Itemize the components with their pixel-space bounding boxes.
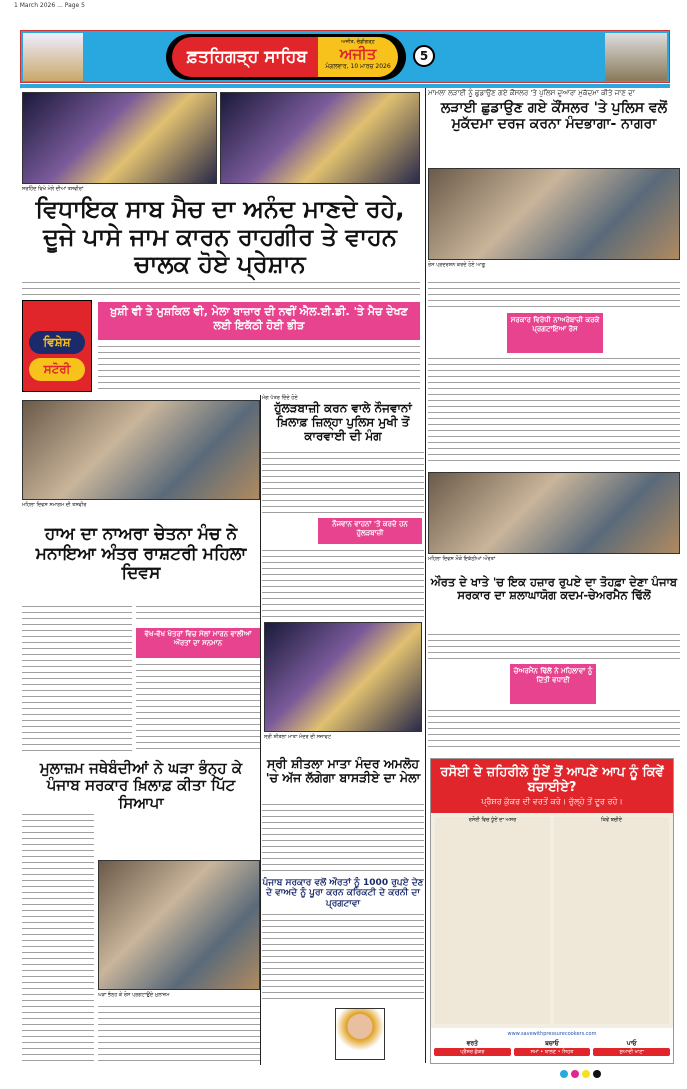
registration-color-dots	[560, 1070, 601, 1078]
ad-tag-save: ਬਚਾਓ ਸਮਾਂ • ਬਾਲਣ • ਸਿਹਤ	[514, 1040, 591, 1056]
article-body	[22, 812, 94, 1062]
women-day-headline: ਹਾਅ ਦਾ ਨਾਅਰਾ ਚੇਤਨਾ ਮੰਚ ਨੇ ਮਨਾਇਆ ਅੰਤਰ ਰਾਸ਼ਟਰੀ ਮਹਿਲਾ ਦਿਵਸ	[35, 524, 247, 584]
hooliganism-pink-box: ਨੌਜਵਾਨ ਵਾਹਨਾਂ 'ਤੇ ਕਰਦੇ ਹਨ ਹੁੱਲੜਬਾਜ਼ੀ	[318, 518, 422, 544]
column-rule	[260, 395, 261, 1065]
ad-column-1: ਰਸੋਈ ਵਿਚ ਧੂੰਏਂ ਦਾ ਅਸਰ	[435, 817, 550, 1024]
ad-tag-get: ਪਾਓ ਸੁਆਦੀ ਖਾਣਾ	[593, 1040, 670, 1056]
paper-logo-block	[318, 37, 398, 77]
section-title: ਫ਼ਤਹਿਗੜ੍ਹ ਸਾਹਿਬ	[172, 37, 322, 77]
page-number: 5	[413, 45, 435, 67]
lead-subhead: ਖ਼ੁਸ਼ੀ ਵੀ ਤੇ ਮੁਸ਼ਕਿਲ ਵੀ, ਮੇਲਾ ਬਾਜ਼ਾਰ ਦੀ ਨਵੀਂ ਐਲ.ਈ.ਡੀ. 'ਤੇ ਮੈਚ ਦੇਖਣ ਲਈ ਇਕੱਠੀ ਹੋਈ ਭੀੜ	[98, 302, 420, 340]
article-body	[428, 280, 680, 310]
temple-headline: ਸ੍ਰੀ ਸ਼ੀਤਲਾ ਮਾਤਾ ਮੰਦਰ ਅਮਲੋਹ 'ਚ ਅੱਜ ਲੱਗੇਗਾ ਬਾਸੜੀਏ ਦਾ ਮੇਲਾ	[265, 756, 421, 786]
masthead-pill	[166, 34, 406, 80]
paper-logo: ਅਜੀਤ	[339, 45, 377, 63]
article-body	[98, 1004, 260, 1062]
column-rule	[425, 88, 426, 1063]
article-body	[262, 450, 424, 515]
gift-pink-box: ਚੇਅਰਮੈਨ ਢਿੱਲੋਂ ਨੇ ਮਹਿਲਾਵਾਂ ਨੂੰ ਦਿੱਤੀ ਵਧਾਈ	[510, 664, 596, 704]
photo-women-day	[22, 400, 260, 500]
councillor-headline: ਲੜਾਈ ਛੁਡਾਉਣ ਗਏ ਕੌਂਸਲਰ 'ਤੇ ਪੁਲਿਸ ਵਲੋਂ ਮੁਕੱਦਮਾ ਦਰਜ ਕਰਨਾ ਮੰਦਭਾਗਾ- ਨਾਗਰਾ	[440, 100, 668, 133]
print-slug: 1 March 2026 ... Page 5	[14, 2, 85, 9]
ad-website-link[interactable]: www.savewithpressurecookers.com	[507, 1031, 597, 1037]
photo-caption: ਮੰਗ ਪੱਤਰ ਦਿੰਦੇ ਹੋਏ	[262, 395, 298, 401]
article-body	[428, 356, 680, 466]
masthead	[20, 30, 670, 83]
fort-image	[605, 33, 667, 81]
photo-caption: ਸ੍ਰੀ ਸ਼ੀਤਲਾ ਮਾਤਾ ਮੰਦਰ ਦੀ ਸਜਾਵਟ	[264, 734, 331, 740]
hooliganism-headline: ਹੁੱਲੜਬਾਜ਼ੀ ਕਰਨ ਵਾਲੇ ਨੌਜਵਾਨਾਂ ਖ਼ਿਲਾਫ਼ ਜ਼ਿਲ੍ਹਾ ਪੁਲਿਸ ਮੁਖੀ ਤੋਂ ਕਾਰਵਾਈ ਦੀ ਮੰਗ	[274, 401, 412, 443]
photo-fair-1	[22, 92, 217, 184]
ad-title: ਰਸੋਈ ਦੇ ਜ਼ਹਿਰੀਲੇ ਧੂੰਏਂ ਤੋਂ ਆਪਣੇ ਆਪ ਨੂੰ ਕਿਵੇਂ ਬਚਾਈਏ?	[440, 765, 664, 795]
edition-place: ਅਜੀਤ, ਚੰਡੀਗੜ੍ਹ	[341, 39, 375, 45]
lead-headline: ਵਿਧਾਇਕ ਸਾਬ ਮੈਚ ਦਾ ਅਨੰਦ ਮਾਣਦੇ ਰਹੇ, ਦੂਜੇ ਪਾਸੇ ਜਾਮ ਕਾਰਨ ਰਾਹਗੀਰ ਤੇ ਵਾਹਨ ਚਾਲਕ ਹੋਏ ਪ੍ਰੇਸ਼ਾਨ	[35, 195, 405, 279]
photo-caption: ਸਰਹਿੰਦ ਵਿਖੇ ਮੇਲੇ ਦੀਆਂ ਤਸਵੀਰਾਂ	[22, 186, 84, 192]
women-day-pink-box: ਵੱਖ-ਵੱਖ ਖੇਤਰਾਂ ਵਿਚ ਮੱਲਾਂ ਮਾਰਨ ਵਾਲੀਆਂ ਔਰਤਾਂ ਦਾ ਸਨਮਾਨ	[136, 628, 260, 658]
photo-caption: ਮਹਿਲਾ ਦਿਵਸ ਮੌਕੇ ਇਕੱਠੀਆਂ ਔਰਤਾਂ	[428, 556, 496, 562]
badge-line1: ਵਿਸ਼ੇਸ਼	[29, 331, 85, 354]
advertisement	[430, 758, 674, 1064]
badge-line2: ਸਟੋਰੀ	[29, 358, 85, 381]
ad-subtitle: ਪ੍ਰੈਸ਼ਰ ਕੁੱਕਰ ਦੀ ਵਰਤੋਂ ਕਰੋ। ਚੁੱਲ੍ਹੇ ਤੋਂ ਦੂਰ ਰਹੋ।	[481, 797, 623, 806]
portrait-photo	[335, 1008, 385, 1060]
ad-column-2: ਕਿਵੇਂ ਬਚੀਏ	[554, 817, 669, 1024]
special-story-badge	[22, 300, 92, 392]
photo-caption: ਰੋਸ ਪ੍ਰਦਰਸ਼ਨ ਕਰਦੇ ਹੋਏ ਆਗੂ	[428, 262, 486, 268]
article-body	[262, 912, 424, 1002]
article-body	[22, 280, 420, 300]
ad-tag-use: ਵਰਤੋ ਪ੍ਰੈਸ਼ਰ ਕੁੱਕਰ	[434, 1040, 511, 1056]
photo-employees	[98, 860, 260, 990]
photo-caption: ਮਹਿਲਾ ਦਿਵਸ ਸਮਾਗਮ ਦੀ ਤਸਵੀਰ	[22, 502, 87, 508]
article-body	[262, 802, 424, 872]
photo-protest	[428, 168, 680, 260]
article-body	[136, 604, 260, 624]
article-body	[98, 344, 420, 394]
councillor-kicker: ਮਾਮਲਾ ਲੜਾਈ ਨੂੰ ਛੁਡਾਉਣ ਗਏ ਕੌਂਸਲਰ 'ਤੇ ਪੁਲਿਸ ਦੁਆਰਾ ਮੁਕੱਦਮਾ ਕੀਤੇ ਜਾਣ ਦਾ	[428, 89, 635, 97]
photo-caption: ਘੜਾ ਭੰਨ੍ਹ ਕੇ ਰੋਸ ਪ੍ਰਗਟਾਉਂਦੇ ਮੁਲਾਜ਼ਮ	[98, 992, 170, 998]
article-body	[428, 708, 680, 750]
councillor-pink-box: ਸਰਕਾਰ ਵਿਰੋਧੀ ਨਾਅਰੇਬਾਜ਼ੀ ਕਰਕੇ ਪ੍ਰਗਟਾਇਆ ਰੋਸ	[507, 313, 603, 353]
article-body	[22, 604, 132, 754]
article-body	[262, 548, 424, 618]
photo-fair-2	[220, 92, 420, 184]
photo-temple	[264, 622, 422, 732]
article-body	[136, 662, 260, 754]
gift-headline: ਔਰਤ ਦੇ ਖਾਤੇ 'ਚ ਇਕ ਹਜ਼ਾਰ ਰੁਪਏ ਦਾ ਤੋਹਫ਼ਾ ਦੇਣਾ ਪੰਜਾਬ ਸਰਕਾਰ ਦਾ ਸ਼ਲਾਘਾਯੋਗ ਕਦਮ-ਚੇਅਰਮੈਨ ਢਿੱਲੋਂ	[430, 575, 678, 603]
issue-date: ਮੰਗਲਵਾਰ, 10 ਮਾਰਚ 2026	[325, 63, 391, 70]
temple-image	[23, 33, 83, 81]
photo-women-gathering	[428, 472, 680, 554]
temple-subhead: ਪੰਜਾਬ ਸਰਕਾਰ ਵਲੋਂ ਔਰਤਾਂ ਨੂੰ 1000 ਰੁਪਏ ਦੇਣ ਦੇ ਵਾਅਦੇ ਨੂੰ ਪੂਰਾ ਕਰਨ ਕਰਿਕਟੀ ਦੇ ਕਰਨੀ ਦਾ ਪ੍ਰਗਟਾਵਾ	[262, 878, 424, 909]
article-body	[428, 632, 680, 662]
employees-headline: ਮੁਲਾਜ਼ਮ ਜਥੇਬੰਦੀਆਂ ਨੇ ਘੜਾ ਭੰਨ੍ਹ ਕੇ ਪੰਜਾਬ ਸਰਕਾਰ ਖ਼ਿਲਾਫ਼ ਕੀਤਾ ਪਿੱਟ ਸਿਆਪਾ	[39, 759, 243, 812]
divider	[20, 84, 670, 88]
